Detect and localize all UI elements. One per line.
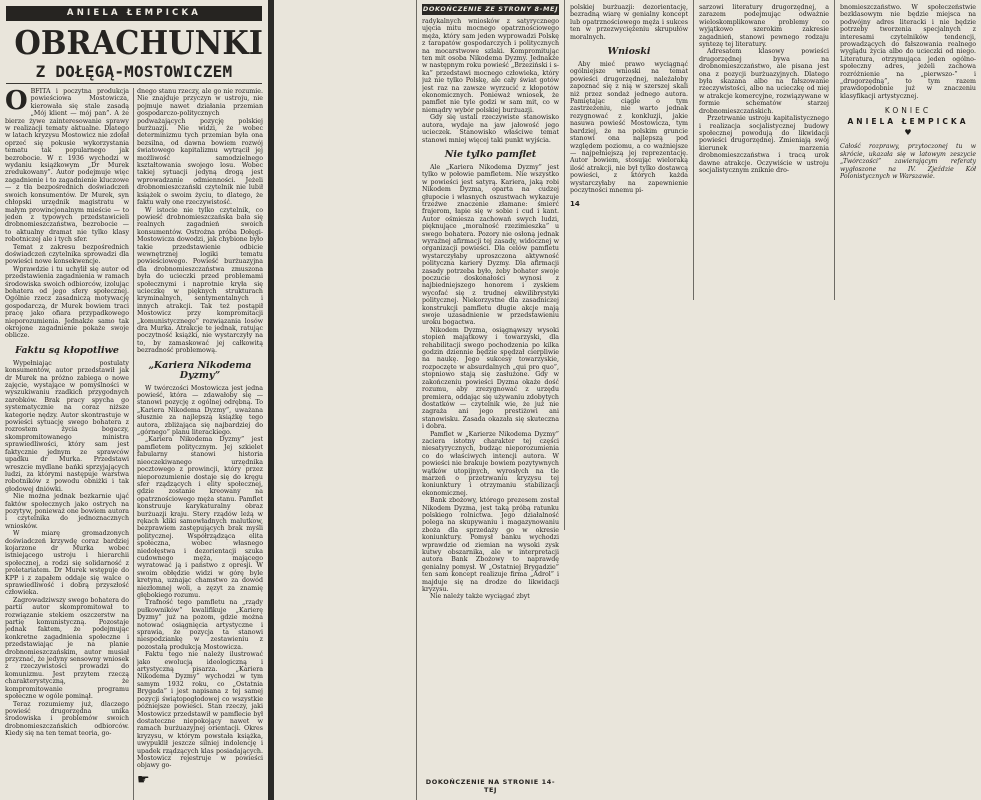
left-page [0, 0, 268, 800]
paragraph: Nie należy także wyciągać zbyt [430, 593, 530, 601]
column-divider [834, 0, 835, 300]
author-signature: ANIELA ŁEMPICKA [847, 117, 969, 127]
paragraph: Aby mieć prawo wyciągnąć ogólniejsze wnioski na temat powieści drugorzędnej, należałoby zapoznać się z nią w szerszej skali niż przez sondaż jednego autora. Pamiętając ciągle o tym zastrzeżeniu, nie warto jednak rezygnować z konkluzji, jakie nasuwa powieść Mostowicza, tym bardziej, że na polskim gruncie stanowi ona najlepszą pod względem poziomu, a co ważniejsze — najpełniejszą jej reprezentację. Autor bowiem, stosując wieloraką ilość atrakcji, nie był tylko dostawcą powieści, z których każda wystarczyłaby na zapewnienie poczytności mnemu pi- [570, 61, 688, 194]
column-divider [564, 0, 565, 530]
paragraph: OBFITA i poczytna produkcja powieściowa Mostowicza, kierowała się stale zasadą „Mój klient — mój pan”. A że bierze żywe zainteresowanie sprawy w realizacji tematy aktualne. Dlatego w latach kryzysu Mostowicz nie zdołał oprzeć się pokusie wykorzystania tematu tak popularnego jak bezrobocie. W r. 1936 wychodzi w wydaniu książkowym „Dr Murek zredukowany”. Autor podejmuje więc zagadnienie i to zagadnienie kluczowe — z tła bezpośrednich doświadczeń swoich konsumentów. Dr Murek, syn chłopski urzędnik magistratu w małym prowincjonalnym mieście — to jeden z typowych przedstawicieli drobnomieszczaństwa, bezrobocie — to aktualny dramat nie tylko klasy robotniczej ale i tych sfer. [5, 88, 129, 244]
column-5 [699, 4, 829, 294]
paragraph: Nikodem Dyzma, osiągnąwszy wysoki stopień majątkowy i towarzyski, dla rehabilitacji swego pochodzenia po kilka godzin dziennie będzie spędzał cierpliwie na naukę. Jego sukcesy towarzyskie, rozpoczęte w absurdalnych „qui pro quo”, stopniowo stają się zasłużone. Gdy w zakończeniu powieści Dyzma okaże dość rozumu, aby zrezygnować z urzędu premiera, oddając się używaniu zdobytych dostatków — czytelnik wie, że już nie zagraża ani jego prestiżowi ani stanowisku. Zasada okazała się skuteczna i dobra. [422, 326, 559, 431]
paragraph: Adresatem klasowy powieści drugorzędnej bywa na drobnomieszczaństwo, ale pisana jest ona z pozycji burżuazyjnych. Dlatego była skazana albo na fałszowanie rzeczywistości, albo na ucieczkę od niej w atrakcje komercyjne, rozwiązywane w formie schematów starzej drobnomieszczańskich. [699, 48, 829, 115]
paragraph: Zagrowadziwszy swego bohatera do partii autor skompromitował to rozwiązanie stekiem oszczerstw na partię komunistyczną. Pozostaje jednak faktem, że podejmując konkretne zagadnienia społeczne i przedstawiając je na planie drobnomieszczańskim, autor musiał przyznać, że jedyny sensowny wniosek z rzeczywistości prowadzi do komunizmu. Jest przytem rzeczą charakterystyczną, że kompromitowanie programu społeczne w ogóle pominął. [5, 596, 129, 701]
paragraph: Ale „Kariera Nikodema Dyzmy” jest tylko w połowie pamfletem. Nie wszystko w powieści jest satyrą. Kariera, jaką robi Nikodem Dyzma, oparta na cudzej głupocie i własnych oszustwach wykazuje trzeźwe znaczenie złamane: śmierć frajerom, łapie się w sobie i cud i kant. Autor ośmiesza zachowań swych ludzi, pięknujące „moralność rzezimieszka” u swego bohatera. Pozory nie osłoną jednak wyraźnej afirmacji tej zasady, widocznej w organizacji powieści. Dla celów pamfletu wystarczyłaby uproszczona aktywność polityczna kariery Dyzmy. Dla afirmacji zasady potrzeba było, żeby bohater swoje poczucie doskonałości wynosi z najbiedniejszego honorem i zyskiem wycofać się z trudnej ekwilibrystyki politycznej. Niekorzystne dla zasadniczej konstrukcji pamfletu długie akcje mają swoje uzasadnienie w przedstawieniu uroku bogactwa. [422, 163, 559, 327]
paragraph: Bank zbożowy, którego prezesem został Nikodem Dyzma, jest taką próbą ratunku polskiego rolnictwa. Jego działalność polega na skupywaniu i magazynowaniu zboża dla sprzedaży go w okresie koniunktury. Pomysł banku wychodzi wprawdzie od ziemian na wysoki zysk kutwy obszarnika, ale w interpretacji autora Bank Zbożowy to naprawdę genialny pomysł. W „Ostatniej Brygadzie” ten sam koncept realizuje firma „Adrol” i majduje się na drodze do likwidacji kryzysu. [422, 497, 559, 594]
paragraph: Faktu tego nie należy ilustrować jako ewolucją ideologiczną i artystyczną pisarza. „Kariera Nikodema Dyzmy” wychodzi w tym samym 1932 roku, co „Ostatnia Brygada” i jest napisana z tej samej pozycji świątopogłodowej co wszystkie późniejsze powieści. Stan rzeczy, jaki Mostowicz przedstawił w pamflecie był dostateczne niepokojący nawet w ramach burżuazyjnej orientacji. Okres kryzysu, w którym powstała książka, uwypuklił jeszcze silniej indolencję i upadek rządzących klas posiadających. Mostowicz rejestruje w powieści objawy go- [137, 651, 263, 770]
paragraph: Trafność tego pamfletu na „rządy pułkowników” kwalifikuje „Karierę Dyzmy” już na pozom, gdzie można notować osiągnięcia artystyczne i sprawia, że pozycja ta stanowi niespodziankę w zestawieniu z pozostałą produkcją Mostowicza. [137, 599, 263, 651]
paragraph: Nie można jednak bezkarnie ująć faktów społecznych jako ostrych na pozytyw, ponieważ one bowiem autora i czytelnika do jednoznacznych wniosków. [5, 493, 129, 530]
column-divider [133, 88, 134, 800]
article-subtitle: Z DOŁĘGĄ-MOSTOWICZEM [35, 62, 233, 81]
paragraph: Pamflet w „Karierze Nikodema Dyzmy” zaciera istotny charakter tej części niesatyrycznych, budząc nieporozumienia co do właściwych intencji autora. W powieści nie brakuje bowiem pozytywnych wątków utopijnych, wyrosłych na tle marzeń o przetrwaniu kryzysu tej koniunktury i otrzymaniu stabilizacji ekonomicznej. [422, 430, 559, 497]
paragraph: polskiej burżuazji: dezorientację, bezradną wiarę w genialny koncept lub opatrznościowego męża i sukces ten w przezwyciężeniu skrupułów moralnych. [570, 4, 688, 41]
paragraph: W miarę gromadzonych doświadczeń krzywdę coraz bardziej kojarzone dr Murka wobec istniejącego ustroju i hierarchii społecznej, a rodzi się solidarność z proletariatem. Dr Murek wstępuje do KPP i z zapałem oddaje się walce o sprawiedliwość i dobrą przyszłość człowieka. [5, 530, 129, 597]
article-title: OBRACHUNKI [14, 23, 263, 62]
section-heading: Wnioski [607, 46, 651, 58]
continuation-footer: DOKOŃCZENIE NA STRONIE 14-TEJ [425, 778, 556, 794]
section-heading: Faktu są kłopotliwe [15, 344, 119, 356]
column-3 [422, 4, 559, 800]
paragraph: dnego stanu rzeczy, ale go nie rozumie. Nie znajduje przyczyn w ustroju, nie pojmuje nawet działania przemian gospodarczo-politycznych podważających pozycję polskiej burżuazji. Nie widzi, że wobec determinizmu tych przemian była ona bezsilna, od dawna bowiem rozwój światowego kapitalizmu wytrącił jej możliwość samodzielnego kształtowania swojego losu. Wobec takiej sytuacji jedyną drogą jest wprowadzanie odmienności. Jeżeli drobnomieszczański czytelnik nie lubił książek o swoim życiu, to dlatego, że faktu wały one rzeczywistość. [137, 88, 263, 207]
column-1 [5, 88, 129, 800]
column-divider [693, 0, 694, 300]
drop-cap: O [5, 88, 28, 116]
heart-icon: ♥ [904, 128, 912, 138]
footnote: Całość rozprawy, przytoczonej tu w skrócie, ukazała się w latowym zeszycie „Twórczości” zawierającym referaty wygłoszone na IV. Zjeździe Kół Polonistycznych w Warszawie. [840, 143, 976, 180]
paragraph: Wypełniając postulaty konsumentów, autor przedstawił jak dr Murek na próżno zabiega o nowe zajęcie, wystające w pomyślności w wyszukiwaniu rzadkich przygodnych zarobków. Brak pracy spycha go systematycznie na coraz niższe kategorie nędzy. Autor skontrastuje w powieści sytuację swego bohatera z rozrostem życia bogaczy, skompromitowanego ministra sprawiedliwości, który sam jest faktycznie jednym ze sprawców upadku dr Murka. Przedstawi wreszcie mydlane bańki sprzyjających ludzi, za którymi następuje warstwa robotników z powodu obniżki i tak głodowej dniówki. [5, 359, 129, 493]
paragraph: „Kariera Nikodema Dyzmy” jest pamfletem politycznym. Jej szkielet fabularny stanowi historia nieoczekiwanego urzędnika pocztowego z prowincji, który przez nieporozumienie dostaje się do kręgu sfer rządzących i elity społecznej, gdzie zostanie kreowany na opatrznościowego męża stanu. Pamflet konstruuje karykaturalny obraz burżuazji kraju. Stery rządów leżą w rękach kliki samowładnych malutkow, bezprawiem zastępujących brak myśli politycznej. Współrządząca elita społeczna, wobec własnego niedołęstwa i dezorientacji szuka cudownego męża, mającego wyratować ją i państwo z opresji. W swoim obłędzie widzi w górę byle kretyna, uznając chamstwo za dowód niezłomnej woli, a zęzyt za znamię głębokiego rozumu. [137, 436, 263, 599]
paragraph: Przetrwanie ustroju kapitalistycznego i realizacja socjalistycznej budowy społecznej powodują do likwidacji powieści drugorzędnej. Zmieniają swój kierunek marzenia drobnomieszczaństwa i tracą urok dawne atrakcje. Oczywiście w ustroju socjalistycznym zniknie dro- [699, 115, 829, 174]
paragraph: Gdy się ustali rzeczywiste stanowisko autora, wydaje na jaw jałowość jego ucieczek. Stanowisko właściwe temat stanowi mniej więcej taki punkt wyjścia. [422, 114, 559, 144]
paragraph: Temat z zakresu bezpośrednich doświadczeń czytelnika sprowadzi dla powieści nowe konsekwencje. [5, 243, 129, 266]
column-6 [840, 4, 976, 294]
paragraph: radykalnych wniosków z satyrycznego ujęcia mitu mocnego opatrznościowego męża, który sam jeden wyprowadzi Polskę z tarapatów gospodarczych i politycznych na mocarstwowe szlaki. Kompromitując ten mit osoba Nikodema Dyzmy. Jednakże w następnym roku powieść „Brzeziński i s-ka” przedstawi mocnego człowieka, który już nie tylko Polskę, ale cały świat gotów jest raz na zawsze wyrzucić z kłopotów ekonomicznych. Ponieważ wniosek, że pamflet nie tyle godzi w sam mit, co w niemądry wybór polskiej burżuazji. [422, 18, 559, 114]
author-banner: ANIELA ŁEMPICKA [6, 6, 262, 21]
right-page [274, 0, 981, 800]
column-divider [416, 0, 417, 800]
continuation-banner: DOKOŃCZENIE ZE STRONY 8-MEJ [422, 5, 559, 13]
pointing-hand-icon: ☛ [137, 772, 150, 789]
column-2 [137, 88, 263, 800]
paragraph: Wprawdzie i tu uchylił się autor od przedstawienia zagadnienia w ramach środowiska swoich odbiorców, izolując bohatera od jego sfery społecznej. Ogólnie rzecz zasadniczą motywację gospodarczą, dr Murek bowiem traci pracę jako ofiara przypadkowego nieporozumienia. Jednakże samo tak okrojone zagadnienie pokaże swoje oblicze. [5, 265, 129, 340]
paragraph: W twórczości Mostowicza jest jedna powieść, która — zdawałoby się — stanowi pozycję z ogólnej odrębną. To „Kariera Nikodema Dyzmy”, uważana słusznie za najlepszą książkę tego autora, zbliżająca się najbardziej do „górnego” planu literackiego. [137, 384, 263, 437]
section-heading: „Kariera Nikodema Dyzmy” [148, 359, 252, 381]
end-marker: KONIEC [884, 106, 932, 116]
paragraph: bnomieszczaństwo. W społeczeństwie bezklasowym nie będzie miejsca na podwójny adres literacki i nie będzie potrzeby tworzenia specjalnych z interesami czytelników tendencji, prowadzących do fałszowania realnego wyglądu życia albo do ucieczki od niego. Literatura, otrzymująca jeden ogólno-społeczny adres, jeżeli zachowa rozróżnienie na „pierwszo-” i „drugorzędną”, to tym razem prawdopodobnie już w znaczeniu klasyfikacji artystycznej. [840, 4, 976, 100]
title-rule [6, 83, 262, 84]
paragraph: sarzowi literatury drugorzędnej, a zarazem podejmując odważnie wieloskomplikowane problemy co wyjątkowo szerokim zakresie zagadnień, stanowi pewnego rodzaju syntezę tej literatury. [699, 4, 829, 49]
section-heading: Nie tylko pamflet [444, 148, 537, 160]
paragraph: W istocie nie tylko czytelnik, co powieść drobnomieszczańska bała się realnych zagadnień swoich konsumentów. Ostrożna próba Dołęgi-Mostowicza dowodzi, jak chybione było takie przedstawienie odbicie wewnętrznej logiki tematu powieściowego. Powieść burżuazyjna dla drobnomieszczaństwa zmuszona była do ucieczki przed problemami społecznymi i naprotnie kryła się ucieczkę w pięknych strukturach kryminalnych, sentymentalnych i innych atrakcji. Tak też postąpił Mostowicz przy kompromitacji „komunistycznego” rozwiązania losów dra Murka. Atrakcje te jednak, ratując poczytność książki, nie wystarczyły na to, by zamaskować jej całkowitą bezradność problemową. [137, 206, 263, 355]
paragraph: Teraz rozumiemy już, dlaczego powieść drugorzędna unika środowiska i problemów swoich drobnomieszczańskich odbiorców. Kiedy się na ten temat teoria, go- [5, 700, 129, 738]
page-number: 14 [570, 200, 580, 209]
column-4 [570, 4, 688, 294]
